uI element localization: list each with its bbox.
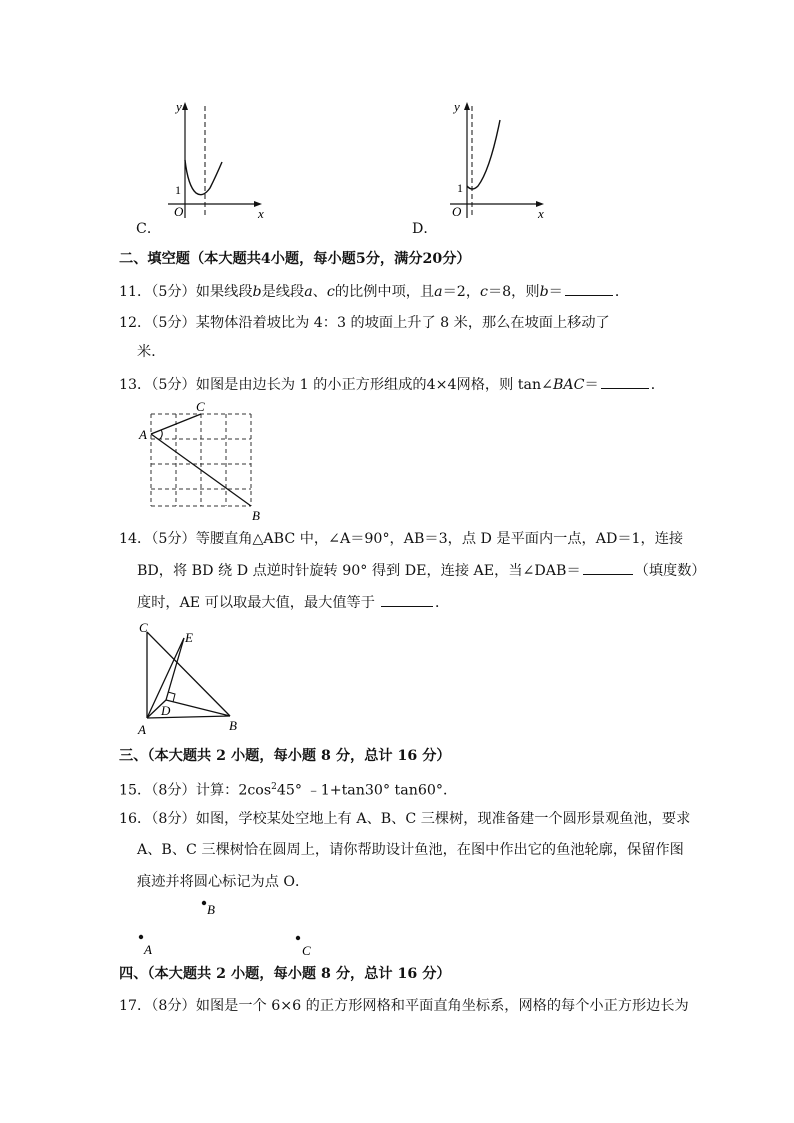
graph-d: [410, 98, 560, 230]
q13-end: ．: [650, 377, 665, 393]
q16-line3: 痕迹并将圆心标记为点 O．: [137, 874, 310, 890]
q11-cond-a: a: [434, 284, 443, 300]
q15-text2: 45° ﹣1+tan30° tan60°．: [276, 782, 458, 799]
q11-eq3: ＝: [548, 284, 563, 300]
q14-line2a: BD，将 BD 绕 D 点逆时针旋转 90° 得到 DE，连接 AE，当∠DAB＝: [137, 563, 581, 579]
q14-max-blank[interactable]: [381, 592, 433, 607]
q17-text: 如图是一个 6×6 的正方形网格和平面直角坐标系，网格的每个小正方形边长为: [195, 998, 689, 1014]
q13-score: （5分）: [151, 377, 196, 393]
question-14: [119, 529, 683, 549]
q11-var-c: c: [326, 284, 335, 300]
q13-text: 如图是由边长为 1 的小正方形组成的4×4网格，则 tan∠: [195, 377, 553, 393]
q14-number: 14．: [119, 531, 152, 547]
graph-c-one-label: 1: [175, 183, 181, 197]
q13-grid-svg: [135, 398, 265, 523]
q14-label-a: A: [138, 722, 146, 737]
q16-line1: 如图，学校某处空地上有 A、B、C 三棵树，现准备建一个圆形景观鱼池，要求: [195, 811, 691, 827]
q11-sep: 、: [312, 284, 327, 300]
q11-number: 11．: [119, 284, 152, 300]
graph-c-x-label: x: [258, 206, 264, 221]
q12-number: 12．: [119, 315, 152, 331]
q11-text2: 是线段: [261, 284, 305, 300]
q14-label-b: B: [229, 718, 237, 733]
q16-label-a: A: [144, 942, 152, 957]
q14-triangle-svg: [134, 618, 254, 740]
q11-text1: 如果线段: [195, 284, 253, 300]
q13-label-c: C: [196, 399, 205, 414]
q16-figure: [130, 895, 330, 961]
q14-label-d: D: [161, 703, 171, 718]
q15-superscript: 2: [271, 782, 277, 792]
q16-points-svg: [130, 895, 330, 961]
section-4-title: 四、（本大题共 2 小题，每小题 8 分，总计 16 分）: [119, 966, 451, 982]
q14-line2b: （填度数）: [634, 563, 706, 579]
question-15: [119, 777, 457, 801]
q16-label-b: B: [207, 902, 215, 917]
q16-label-c: C: [302, 943, 311, 958]
q14-figure: [134, 618, 254, 740]
q15-score: （8分）: [151, 782, 196, 799]
option-d-label: D．: [412, 221, 438, 237]
q14-line3b: ．: [434, 595, 450, 611]
q12-line1: 某物体沿着坡比为 4：3 的坡面上升了 8 米，那么在坡面上移动了: [195, 315, 610, 331]
q14-label-c: C: [139, 620, 148, 635]
q11-score: （5分）: [151, 284, 196, 300]
q16-point-c: [296, 936, 300, 940]
option-c-label: C．: [136, 221, 162, 237]
q13-answer-blank[interactable]: [601, 374, 649, 389]
graph-d-y-label: y: [454, 99, 460, 114]
q12-line2-row: [137, 342, 165, 362]
q11-var-a: a: [304, 284, 313, 300]
q16-line3-row: [137, 872, 309, 892]
q11-end: ．: [614, 284, 630, 300]
q14-score: （5分）: [151, 531, 196, 547]
q11-eq2: ＝8，则: [487, 284, 540, 300]
graph-c-figure: [128, 98, 278, 230]
q17-score: （8分）: [151, 998, 196, 1014]
graph-c-y-label: y: [176, 99, 182, 114]
q14-angle-blank[interactable]: [583, 560, 633, 575]
q13-eq: ＝: [584, 377, 599, 393]
q13-label-a: A: [139, 427, 147, 442]
q16-point-a: [139, 935, 143, 939]
question-11: [119, 281, 629, 302]
q15-text: 计算：2cos: [195, 782, 272, 799]
q12-line2: 米．: [137, 344, 166, 360]
q11-var-b: b: [252, 284, 262, 300]
question-16: [119, 809, 690, 829]
q17-number: 17．: [119, 998, 152, 1014]
graph-d-x-label: x: [538, 206, 544, 221]
q11-cond-c: c: [480, 284, 488, 300]
q11-eq1: ＝2，: [442, 284, 481, 300]
section-2-title: 二、填空题（本大题共4小题，每小题5分，满分20分）: [119, 251, 471, 267]
q11-text3: 的比例中项，且: [334, 284, 435, 300]
graph-d-one-label: 1: [457, 181, 463, 195]
graph-c: [128, 98, 278, 230]
graph-d-origin-label: O: [452, 204, 462, 219]
q14-line2-row: [137, 560, 706, 581]
q16-line2-row: [137, 840, 684, 860]
q14-label-e: E: [185, 630, 193, 645]
q15-number: 15．: [119, 782, 152, 799]
question-12: [119, 313, 610, 333]
q16-line2: A、B、C 三棵树恰在圆周上，请你帮助设计鱼池，在图中作出它的鱼池轮廓，保留作图: [137, 842, 684, 858]
q14-line1: 等腰直角△ABC 中，∠A＝90°，AB＝3，点 D 是平面内一点，AD＝1，连接: [195, 531, 684, 547]
q13-label-b: B: [252, 508, 260, 523]
q14-line3a: 度时，AE 可以取最大值，最大值等于: [137, 595, 375, 611]
q13-angle: BAC: [553, 377, 585, 393]
q11-ans-var: b: [539, 284, 549, 300]
graph-c-origin-label: O: [174, 204, 184, 219]
question-17: [119, 996, 689, 1016]
q12-score: （5分）: [151, 315, 196, 331]
q11-answer-blank[interactable]: [565, 281, 613, 296]
q13-figure: [135, 398, 265, 523]
q13-number: 13．: [119, 377, 152, 393]
q16-point-b: [202, 901, 206, 905]
q16-number: 16．: [119, 811, 152, 827]
graph-d-figure: [410, 98, 560, 230]
q14-line3-row: [137, 592, 449, 613]
q16-score: （8分）: [151, 811, 196, 827]
section-3-title: 三、（本大题共 2 小题，每小题 8 分，总计 16 分）: [119, 748, 451, 764]
question-13: [119, 374, 665, 395]
